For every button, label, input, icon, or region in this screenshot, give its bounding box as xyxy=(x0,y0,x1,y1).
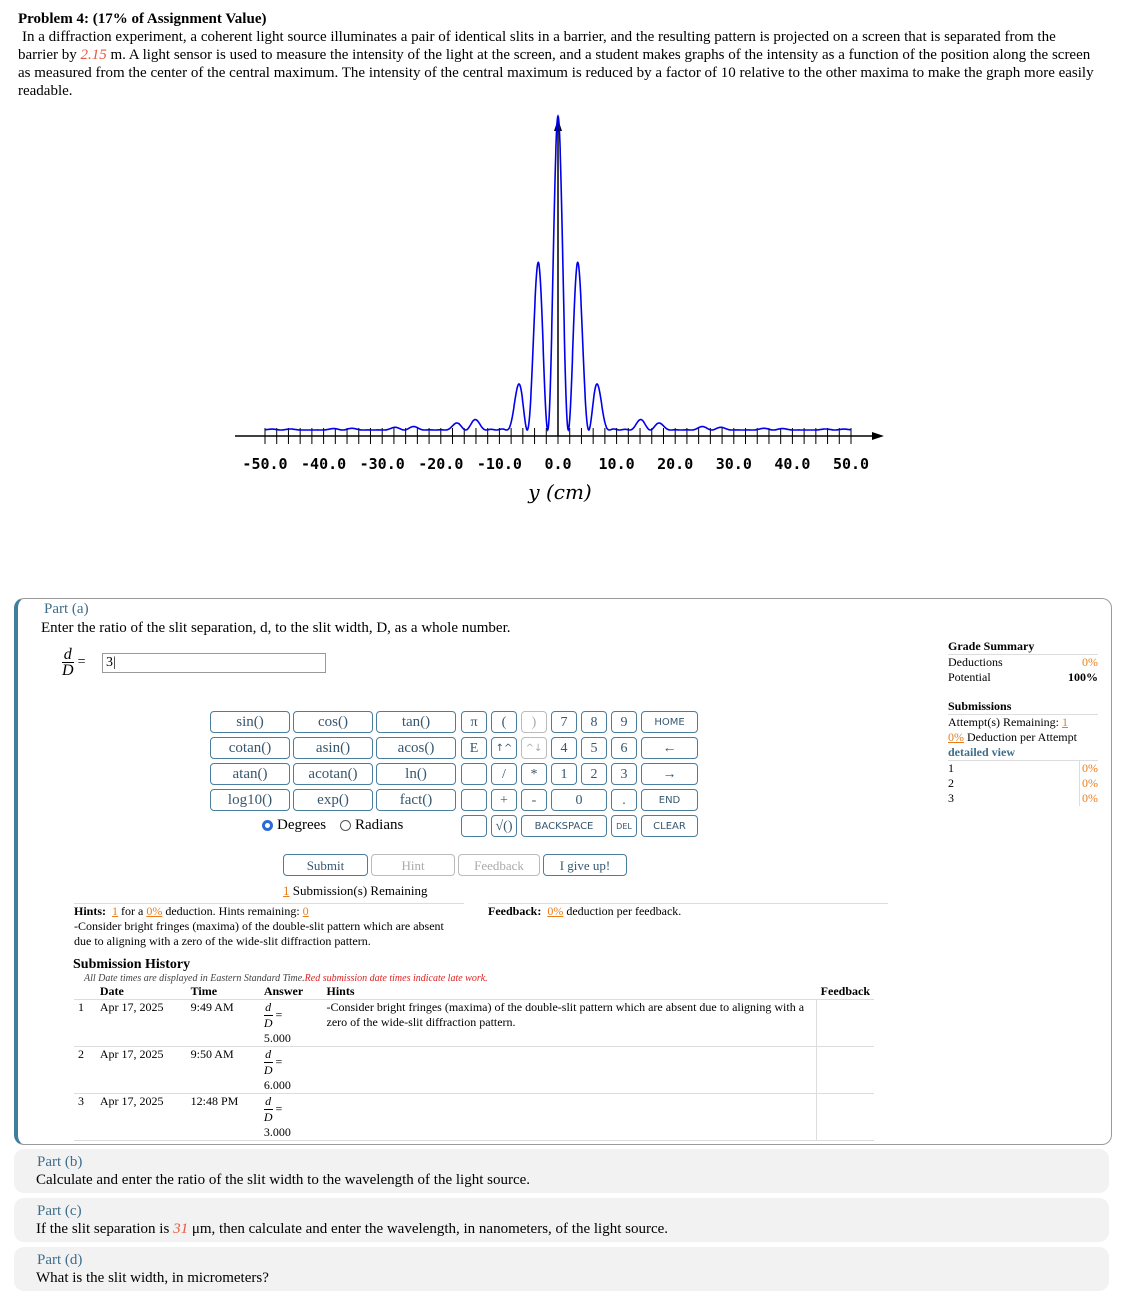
history-row-index: 1 xyxy=(74,1000,96,1047)
intensity-graph xyxy=(0,110,1128,510)
history-header-time: Time xyxy=(190,984,218,998)
answer-fraction xyxy=(62,647,85,678)
attempts-label: Attempt(s) Remaining: xyxy=(948,715,1059,729)
degrees-option[interactable] xyxy=(262,817,326,834)
fraction-numerator: d xyxy=(265,1094,272,1108)
x-tick-label: 0.0 xyxy=(544,455,572,473)
hints-section xyxy=(74,903,464,949)
history-answer-value: 3.000 xyxy=(263,1125,291,1139)
history-row-date: Apr 17, 2025 xyxy=(96,1000,187,1047)
key-4[interactable]: 4 xyxy=(551,737,577,759)
give-up-button[interactable]: I give up! xyxy=(543,854,627,876)
part-a-panel xyxy=(14,598,1112,1145)
history-row-answer xyxy=(260,1000,323,1047)
history-row-time: 9:50 AM xyxy=(187,1047,260,1094)
attempt-row xyxy=(948,761,1098,776)
key-5[interactable]: 5 xyxy=(581,737,607,759)
graph-axes xyxy=(235,119,884,444)
log10-button[interactable]: log10() xyxy=(210,789,290,811)
history-header-date: Date xyxy=(99,984,124,998)
key-8[interactable]: 8 xyxy=(581,711,607,733)
tan-button[interactable]: tan() xyxy=(376,711,456,733)
potential-label: Potential xyxy=(948,670,991,684)
backspace-key[interactable]: BACKSPACE xyxy=(521,815,607,837)
superscript-up-key[interactable]: ↑^ xyxy=(491,737,517,759)
history-header-answer: Answer xyxy=(263,984,304,998)
hint-text: -Consider bright fringes (maxima) of the double-slit pattern which are absent due to aligning with a zero of the wide-slit diffraction pattern. xyxy=(74,919,444,948)
history-header-row xyxy=(74,984,874,1000)
hint-button[interactable]: Hint xyxy=(371,854,455,876)
history-row-time: 9:49 AM xyxy=(187,1000,260,1047)
history-answer-value: 5.000 xyxy=(263,1031,291,1045)
part-c-title: Part (c) xyxy=(37,1203,82,1219)
feedback-text: deduction per feedback. xyxy=(566,904,682,918)
key-2[interactable]: 2 xyxy=(581,763,607,785)
history-row-date: Apr 17, 2025 xyxy=(96,1047,187,1094)
minus-key[interactable]: - xyxy=(521,789,547,811)
history-note xyxy=(84,973,894,984)
attempt-row xyxy=(948,791,1098,806)
degrees-label: Degrees xyxy=(277,817,327,833)
part-c-q1: If the slit separation is xyxy=(36,1221,174,1237)
history-row-answer xyxy=(260,1047,323,1094)
submissions-title: Submissions xyxy=(948,699,1098,715)
fact-button[interactable]: fact() xyxy=(376,789,456,811)
history-row-hint xyxy=(323,1047,817,1094)
detailed-view-link[interactable]: detailed view xyxy=(948,745,1098,761)
answer-fraction-small xyxy=(264,1000,273,1031)
part-c-panel[interactable] xyxy=(14,1198,1109,1242)
history-row-index: 2 xyxy=(74,1047,96,1094)
part-d-question: What is the slit width, in micrometers? xyxy=(36,1270,269,1286)
equals-sign: = xyxy=(77,654,86,670)
hints-pct: 0% xyxy=(146,904,163,918)
part-d-title: Part (d) xyxy=(37,1252,83,1268)
key-9[interactable]: 9 xyxy=(611,711,637,733)
x-tick-label: -10.0 xyxy=(476,455,522,473)
history-row-feedback xyxy=(817,1000,874,1047)
part-b-question: Calculate and enter the ratio of the slit width to the wavelength of the light source. xyxy=(36,1172,531,1188)
x-tick-label: 20.0 xyxy=(657,455,694,473)
x-tick-label: -50.0 xyxy=(242,455,288,473)
part-a-title: Part (a) xyxy=(44,601,89,617)
home-key[interactable]: HOME xyxy=(641,711,698,733)
problem-text-1: In a diffraction experiment, a coherent light source illuminates a pair of identical slits in a barrier, and the resulting pattern is projected on a screen that is separated from the barrier by xyxy=(18,29,1056,63)
blank-key-2[interactable] xyxy=(461,789,487,811)
pi-key[interactable]: π xyxy=(461,711,487,733)
history-row-hint xyxy=(323,1094,817,1141)
history-note-text: All Date times are displayed in Eastern Standard Time. xyxy=(84,973,305,984)
left-paren-key[interactable]: ( xyxy=(491,711,517,733)
key-0[interactable]: 0 xyxy=(551,789,607,811)
sqrt-key[interactable]: √() xyxy=(491,815,517,837)
cursor-right-key[interactable]: → xyxy=(641,763,698,785)
x-tick-label: 40.0 xyxy=(774,455,811,473)
answer-fraction-small xyxy=(264,1094,273,1125)
history-title: Submission History xyxy=(73,957,191,972)
potential-row xyxy=(948,670,1098,685)
deduction-per-attempt xyxy=(948,730,1098,745)
history-header-hints: Hints xyxy=(326,984,355,998)
x-tick-label: -30.0 xyxy=(359,455,405,473)
equals-sign: = xyxy=(275,1007,283,1022)
fraction-denominator: D xyxy=(62,662,74,679)
fraction-denominator: D xyxy=(263,1110,273,1124)
hints-deduction-text: deduction. Hints remaining: xyxy=(165,904,300,918)
deduction-per-attempt-pct: 0% xyxy=(948,730,964,744)
part-b-title: Part (b) xyxy=(37,1154,83,1170)
attempt-pct: 0% xyxy=(1079,791,1098,806)
key-7[interactable]: 7 xyxy=(551,711,577,733)
history-table xyxy=(74,984,874,1141)
history-row-index: 3 xyxy=(74,1094,96,1141)
acotan-button[interactable]: acotan() xyxy=(293,763,373,785)
x-tick-label: -40.0 xyxy=(301,455,347,473)
history-row-answer xyxy=(260,1094,323,1141)
history-answer-value: 6.000 xyxy=(263,1078,291,1092)
history-row-time: 12:48 PM xyxy=(187,1094,260,1141)
attempt-number: 2 xyxy=(948,776,954,790)
hints-for-a: for a xyxy=(121,904,144,918)
cursor-left-key[interactable]: ← xyxy=(641,737,698,759)
decimal-key[interactable]: . xyxy=(611,789,637,811)
potential-value: 100% xyxy=(1068,670,1098,684)
radians-radio[interactable] xyxy=(340,820,351,831)
attempt-pct: 0% xyxy=(1079,761,1098,776)
radians-label: Radians xyxy=(355,817,404,833)
acos-button[interactable]: acos() xyxy=(376,737,456,759)
deduction-per-attempt-text: Deduction per Attempt xyxy=(967,730,1077,744)
multiply-key[interactable]: * xyxy=(521,763,547,785)
history-row-feedback xyxy=(817,1094,874,1141)
grade-summary-title: Grade Summary xyxy=(948,639,1098,655)
divide-key[interactable]: / xyxy=(491,763,517,785)
feedback-section xyxy=(488,903,888,919)
key-1[interactable]: 1 xyxy=(551,763,577,785)
answer-input[interactable]: 3| xyxy=(102,653,326,673)
part-b-panel[interactable] xyxy=(14,1149,1109,1193)
attempt-pct: 0% xyxy=(1079,776,1098,791)
history-row xyxy=(74,1094,874,1141)
cotan-button[interactable]: cotan() xyxy=(210,737,290,759)
degrees-radio[interactable] xyxy=(262,820,273,831)
submission-history xyxy=(74,957,894,1141)
asin-button[interactable]: asin() xyxy=(293,737,373,759)
fraction-denominator: D xyxy=(263,1063,273,1077)
attempts-row xyxy=(948,715,1098,730)
hints-line xyxy=(74,904,464,919)
attempt-number: 1 xyxy=(948,761,954,775)
attempt-row xyxy=(948,776,1098,791)
key-3[interactable]: 3 xyxy=(611,763,637,785)
fraction-numerator: d xyxy=(63,646,72,663)
delete-key[interactable]: DEL xyxy=(611,815,637,837)
x-tick-label: 50.0 xyxy=(832,455,870,473)
x-tick-label: 30.0 xyxy=(715,455,752,473)
deductions-label: Deductions xyxy=(948,655,1003,669)
submit-button[interactable]: Submit xyxy=(283,854,368,876)
exp-button[interactable]: exp() xyxy=(293,789,373,811)
fraction xyxy=(62,647,74,678)
atan-button[interactable]: atan() xyxy=(210,763,290,785)
cos-button[interactable]: cos() xyxy=(293,711,373,733)
history-note-red: Red submission date times indicate late work. xyxy=(304,973,488,984)
x-axis-label: y (cm) xyxy=(528,480,592,504)
answer-fraction-small xyxy=(264,1047,273,1078)
history-row xyxy=(74,1047,874,1094)
deductions-row xyxy=(948,655,1098,670)
blank-key-3[interactable] xyxy=(461,815,487,837)
problem-title: Problem 4: (17% of Assignment Value) xyxy=(18,11,267,27)
hints-label: Hints: xyxy=(74,904,107,918)
hints-remaining: 0 xyxy=(302,904,309,918)
deductions-value: 0% xyxy=(1082,655,1098,669)
distance-value: 2.15 xyxy=(80,47,107,63)
blank-key-1[interactable] xyxy=(461,763,487,785)
attempts-value: 1 xyxy=(1061,715,1068,729)
x-tick-label: -20.0 xyxy=(418,455,464,473)
problem-statement xyxy=(18,10,1098,100)
history-row xyxy=(74,1000,874,1047)
tick-labels xyxy=(242,455,869,473)
equals-sign: = xyxy=(275,1101,283,1116)
right-paren-key[interactable]: ) xyxy=(521,711,547,733)
grade-summary xyxy=(948,639,1098,806)
submissions-remaining-count: 1 xyxy=(283,883,290,898)
clear-key[interactable]: CLEAR xyxy=(641,815,698,837)
slit-separation-value: 31 xyxy=(173,1221,189,1237)
history-row-feedback xyxy=(817,1047,874,1094)
intensity-graph-svg xyxy=(0,110,1128,510)
part-c-q2: μm, then calculate and enter the wavelength, in nanometers, of the light source. xyxy=(188,1221,669,1237)
problem-text xyxy=(18,28,1098,100)
fraction-numerator: d xyxy=(265,1047,272,1061)
fraction-numerator: d xyxy=(265,1000,272,1014)
feedback-button[interactable]: Feedback xyxy=(458,854,540,876)
plus-key[interactable]: + xyxy=(491,789,517,811)
key-6[interactable]: 6 xyxy=(611,737,637,759)
history-header-index xyxy=(74,984,96,1000)
submissions-remaining xyxy=(283,883,427,899)
fraction-denominator: D xyxy=(263,1016,273,1030)
problem-text-2: m. A light sensor is used to measure the intensity of the light at the screen, and a student makes graphs of the intensity as a function of the position along the screen as measured from the center of the central maximum. The intensity of the central maximum is reduced by a factor of 10 relative to the other maxima to make the graph more easily readable. xyxy=(18,47,1094,99)
part-d-panel[interactable] xyxy=(14,1247,1109,1291)
feedback-label: Feedback: xyxy=(488,904,542,918)
superscript-down-key[interactable]: ^↓ xyxy=(521,737,547,759)
sin-button[interactable]: sin() xyxy=(210,711,290,733)
history-header-feedback: Feedback xyxy=(820,984,870,998)
e-key[interactable]: E xyxy=(461,737,487,759)
submissions-remaining-text: Submission(s) Remaining xyxy=(292,883,428,898)
hints-count: 1 xyxy=(112,904,119,918)
feedback-pct: 0% xyxy=(547,904,564,918)
radians-option[interactable] xyxy=(340,817,403,834)
history-row-date: Apr 17, 2025 xyxy=(96,1094,187,1141)
attempt-number: 3 xyxy=(948,791,954,805)
part-a-question: Enter the ratio of the slit separation, d, to the slit width, D, as a whole number. xyxy=(41,620,511,636)
ln-button[interactable]: ln() xyxy=(376,763,456,785)
x-tick-label: 10.0 xyxy=(598,455,635,473)
history-row-hint: -Consider bright fringes (maxima) of the double-slit pattern which are absent due to aligning with a zero of the wide-slit diffraction pattern. xyxy=(323,1000,817,1047)
end-key[interactable]: END xyxy=(641,789,698,811)
equals-sign: = xyxy=(275,1054,283,1069)
x-axis-arrow xyxy=(872,432,884,440)
part-c-question xyxy=(36,1221,668,1238)
